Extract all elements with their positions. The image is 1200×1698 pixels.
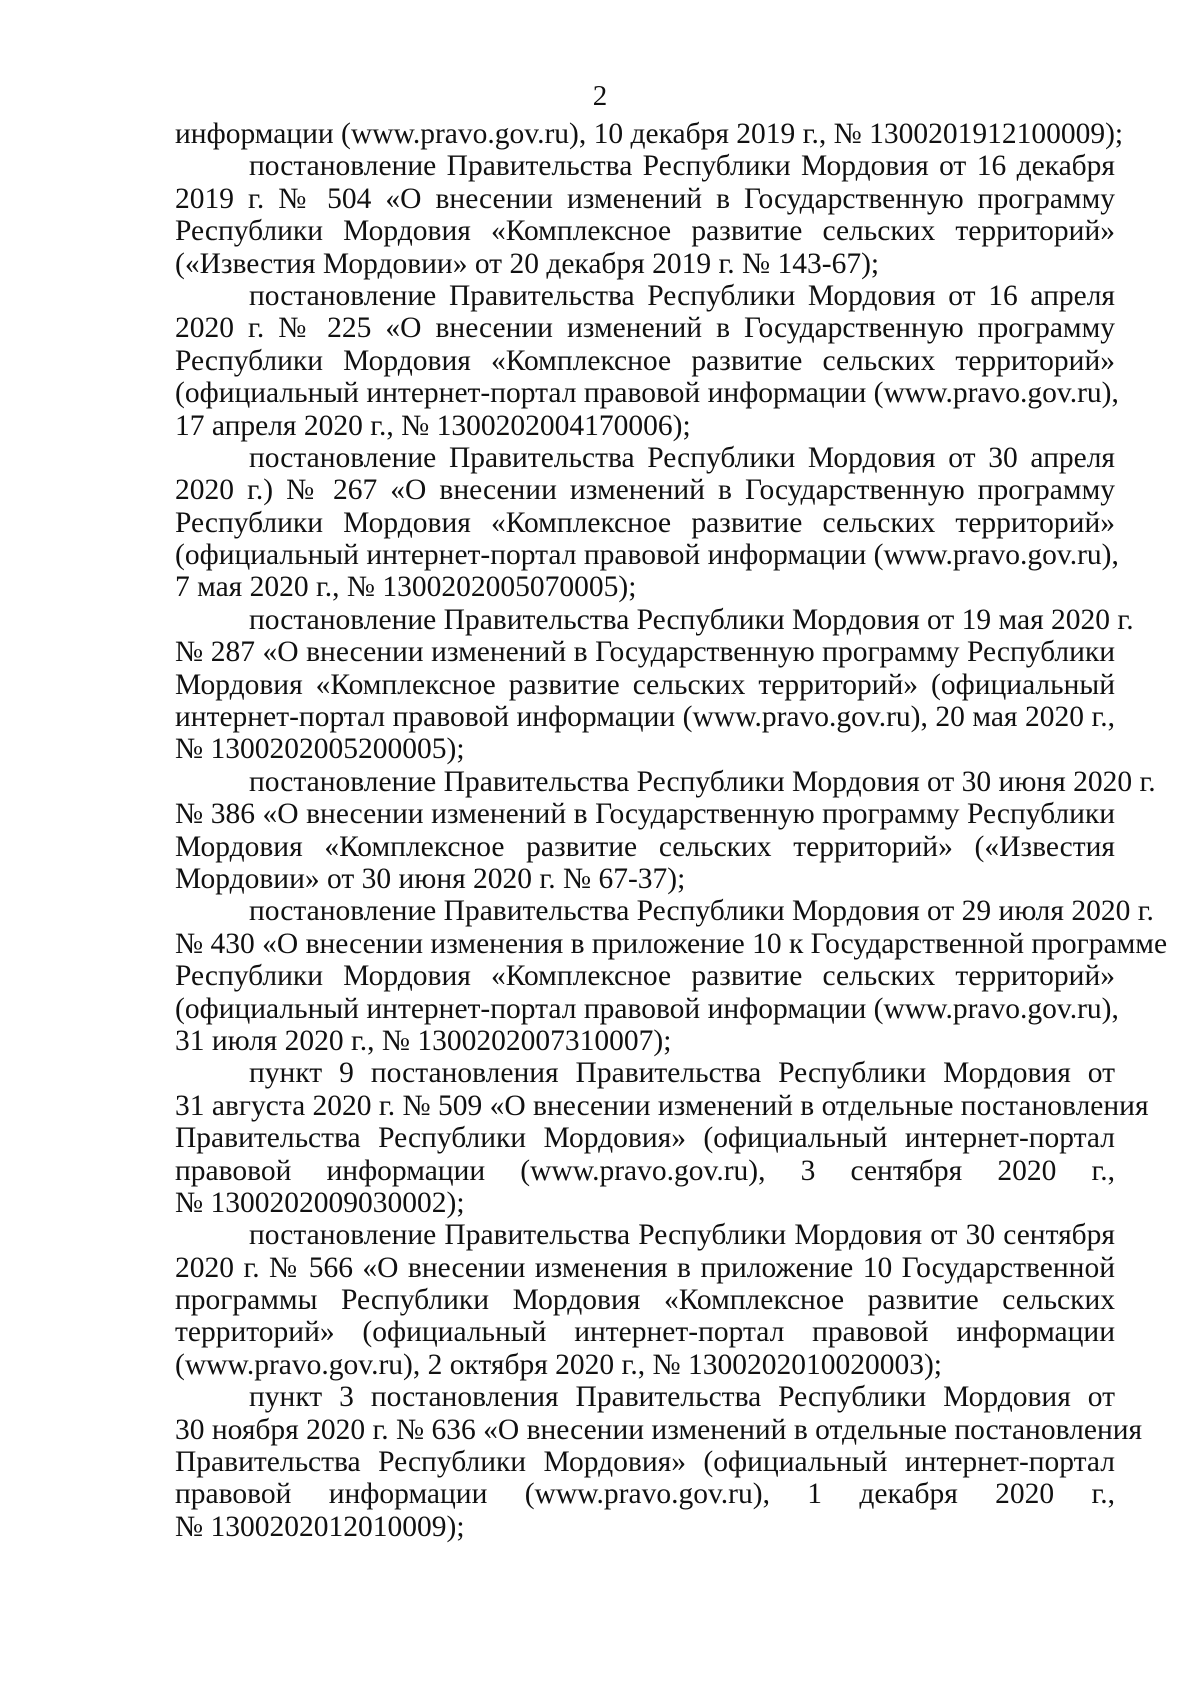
text-line: 2019 г. № 504 «О внесении изменений в Государственную программу [175, 182, 1115, 215]
text-line: № 1300202005200005); [175, 733, 465, 766]
text-line: № 287 «О внесении изменений в Государственную программу Республики [175, 636, 1115, 669]
text-line: интернет-портал правовой информации (www.pravo.gov.ru), 20 мая 2020 г., [175, 701, 1115, 734]
text-line: (официальный интернет-портал правовой информации (www.pravo.gov.ru), [175, 377, 1119, 410]
text-line: 31 августа 2020 г. № 509 «О внесении изменений в отдельные постановления [175, 1089, 1149, 1122]
text-line: Республики Мордовия «Комплексное развитие сельских территорий» [175, 960, 1115, 993]
text-line: Правительства Республики Мордовия» (официальный интернет-портал [175, 1446, 1115, 1479]
text-line: правовой информации (www.pravo.gov.ru), 3 сентября 2020 г., [175, 1154, 1115, 1187]
text-line: (официальный интернет-портал правовой информации (www.pravo.gov.ru), [175, 539, 1119, 572]
text-line: Мордовия «Комплексное развитие сельских территорий» (официальный [175, 668, 1115, 701]
text-line: 7 мая 2020 г., № 1300202005070005); [175, 571, 637, 604]
text-line: 31 июля 2020 г., № 1300202007310007); [175, 1024, 672, 1057]
text-line: постановление Правительства Республики Мордовия от 30 апреля [249, 441, 1115, 474]
text-line: 2020 г. № 225 «О внесении изменений в Государственную программу [175, 312, 1115, 345]
text-line: информации (www.pravo.gov.ru), 10 декабря 2019 г., № 1300201912100009); [175, 118, 1124, 150]
text-line: № 1300202009030002); [175, 1186, 465, 1219]
text-line: 2020 г.) № 267 «О внесении изменений в Государственную программу [175, 474, 1115, 507]
text-line: постановление Правительства Республики Мордовия от 16 декабря [249, 150, 1115, 183]
text-line: № 386 «О внесении изменений в Государственную программу Республики [175, 798, 1115, 831]
text-line: программы Республики Мордовия «Комплексное развитие сельских [175, 1284, 1115, 1317]
text-line: пункт 9 постановления Правительства Республики Мордовия от [249, 1057, 1115, 1090]
text-line: постановление Правительства Республики Мордовия от 16 апреля [249, 279, 1115, 312]
text-line: Правительства Республики Мордовия» (официальный интернет-портал [175, 1122, 1115, 1155]
text-line: (www.pravo.gov.ru), 2 октября 2020 г., № 1300202010020003); [175, 1348, 942, 1381]
text-line: постановление Правительства Республики Мордовия от 19 мая 2020 г. [249, 603, 1134, 636]
text-line: (официальный интернет-портал правовой информации (www.pravo.gov.ru), [175, 992, 1119, 1025]
text-line: постановление Правительства Республики Мордовия от 30 сентября [249, 1219, 1115, 1252]
text-line: («Известия Мордовии» от 20 декабря 2019 г. № 143-67); [175, 247, 880, 280]
text-line: Республики Мордовия «Комплексное развитие сельских территорий» [175, 506, 1115, 539]
text-line: 30 ноября 2020 г. № 636 «О внесении изменений в отдельные постановления [175, 1413, 1143, 1446]
document-body [175, 118, 1168, 1543]
text-line: Мордовии» от 30 июня 2020 г. № 67-37); [175, 862, 686, 895]
page-number: 2 [592, 80, 608, 112]
text-line: постановление Правительства Республики Мордовия от 29 июля 2020 г. [249, 895, 1154, 928]
text-line: территорий» (официальный интернет-портал правовой информации [175, 1316, 1115, 1349]
text-line: 17 апреля 2020 г., № 1300202004170006); [175, 409, 691, 442]
text-line: постановление Правительства Республики Мордовия от 30 июня 2020 г. [249, 765, 1156, 798]
text-line: № 1300202012010009); [175, 1510, 465, 1543]
text-line: правовой информации (www.pravo.gov.ru), 1 декабря 2020 г., [175, 1478, 1115, 1511]
text-line: № 430 «О внесении изменения в приложение 10 к Государственной программе [175, 927, 1168, 960]
text-line: Республики Мордовия «Комплексное развитие сельских территорий» [175, 344, 1115, 377]
text-line: 2020 г. № 566 «О внесении изменения в приложение 10 Государственной [175, 1251, 1115, 1284]
text-line: Республики Мордовия «Комплексное развитие сельских территорий» [175, 215, 1115, 248]
text-line: пункт 3 постановления Правительства Республики Мордовия от [249, 1381, 1115, 1414]
text-line: Мордовия «Комплексное развитие сельских территорий» («Известия [175, 830, 1115, 863]
